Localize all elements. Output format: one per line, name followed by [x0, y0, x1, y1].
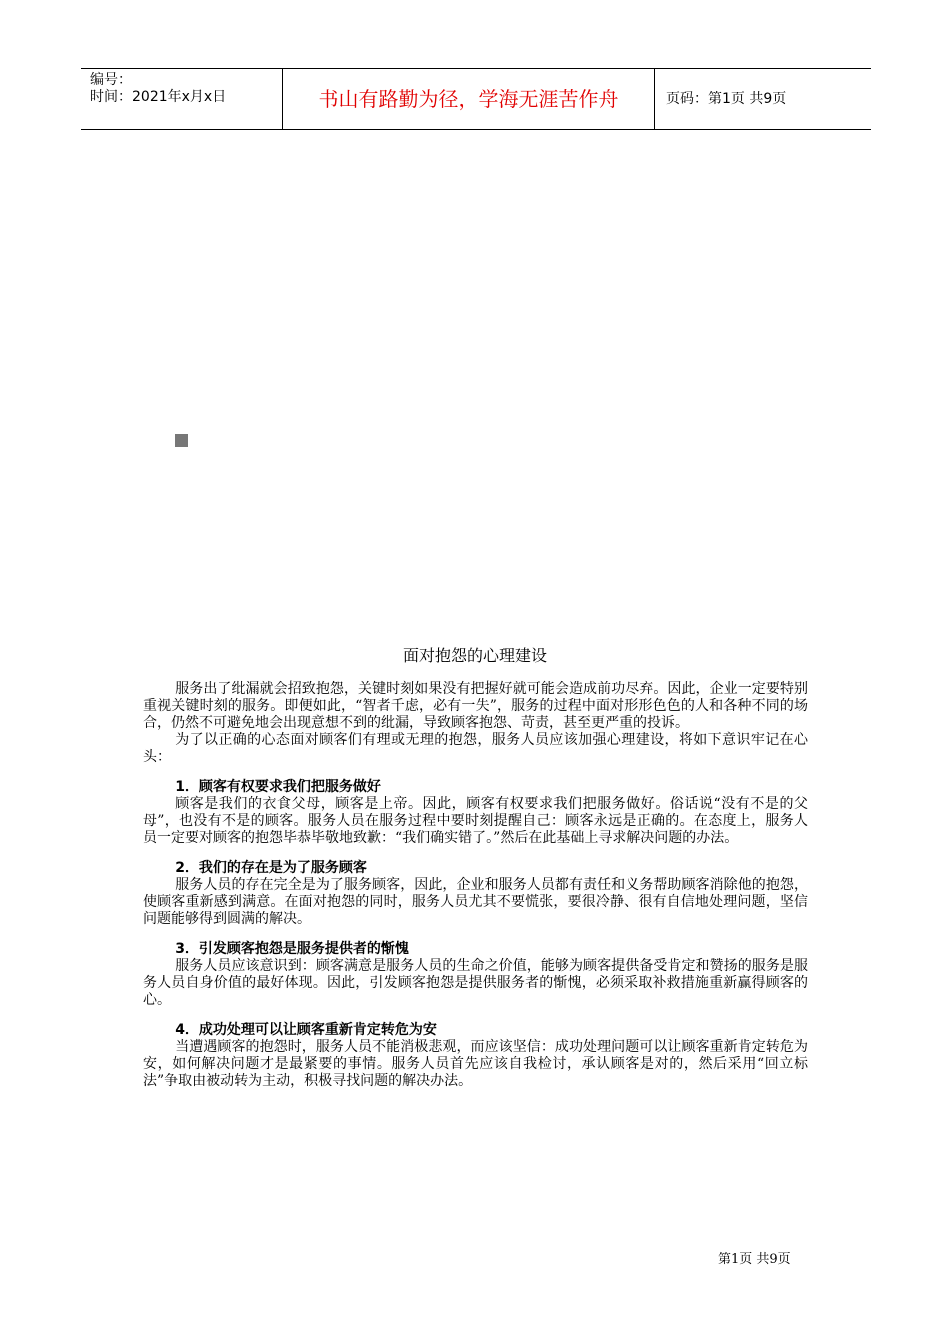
- header-date: 时间：2021年x月x日: [90, 89, 227, 105]
- document-body: [143, 681, 808, 1090]
- document-title: 面对抱怨的心理建设: [402, 646, 547, 665]
- section-heading-2: 2．我们的存在是为了服务顾客: [175, 860, 367, 876]
- intro-paragraph-2: 为了以正确的心态面对顾客们有理或无理的抱怨，服务人员应该加强心理建设，将如下意识牢记在心头：: [143, 732, 808, 765]
- intro-paragraph-1: 服务出了纰漏就会招致抱怨，关键时刻如果没有把握好就可能会造成前功尽弃。因此，企业一定要特别重视关键时刻的服务。即便如此，“智者千虑，必有一失”，服务的过程中面对形形色色的人和各种不同的场合，仍然不可避免地会出现意想不到的纰漏，导致顾客抱怨、苛责，甚至更严重的投诉。: [143, 681, 808, 731]
- square-bullet-icon: [175, 434, 188, 447]
- section-body-1: 顾客是我们的衣食父母，顾客是上帝。因此，顾客有权要求我们把服务做好。俗话说“没有不是的父母”，也没有不是的顾客。服务人员在服务过程中要时刻提醒自己：顾客永远是正确的。在态度上，服务人员一定要对顾客的抱怨毕恭毕敬地致歉：“我们确实错了。”然后在此基础上寻求解决问题的办法。: [143, 796, 808, 846]
- header-divider-right: [654, 69, 655, 129]
- section-heading-4: 4．成功处理可以让顾客重新肯定转危为安: [175, 1022, 437, 1038]
- header-page-number: 页码：第1页 共9页: [666, 91, 787, 107]
- page-header: [81, 68, 871, 130]
- section-body-4: 当遭遇顾客的抱怨时，服务人员不能消极悲观，而应该坚信：成功处理问题可以让顾客重新肯定转危为安，如何解决问题才是最紧要的事情。服务人员首先应该自我检讨，承认顾客是对的，然后采用“回立标法”争取由被动转为主动，积极寻找问题的解决办法。: [143, 1039, 808, 1089]
- page-footer: 第1页 共9页: [718, 1252, 791, 1267]
- section-heading-3: 3．引发顾客抱怨是服务提供者的惭愧: [175, 941, 409, 957]
- section-body-2: 服务人员的存在完全是为了服务顾客，因此，企业和服务人员都有责任和义务帮助顾客消除他的抱怨，使顾客重新感到满意。在面对抱怨的同时，服务人员尤其不要慌张，要很冷静、很有自信地处理问题，坚信问题能够得到圆满的解决。: [143, 877, 808, 927]
- header-motto: 书山有路勤为径，学海无涯苦作舟: [318, 87, 619, 111]
- header-meta: [90, 69, 285, 129]
- section-heading-1: 1．顾客有权要求我们把服务做好: [175, 779, 381, 795]
- section-body-3: 服务人员应该意识到：顾客满意是服务人员的生命之价值，能够为顾客提供备受肯定和赞扬的服务是服务人员自身价值的最好体现。因此，引发顾客抱怨是提供服务者的惭愧，必须采取补救措施重新赢得顾客的心。: [143, 958, 808, 1008]
- header-number-label: 编号：: [90, 72, 132, 88]
